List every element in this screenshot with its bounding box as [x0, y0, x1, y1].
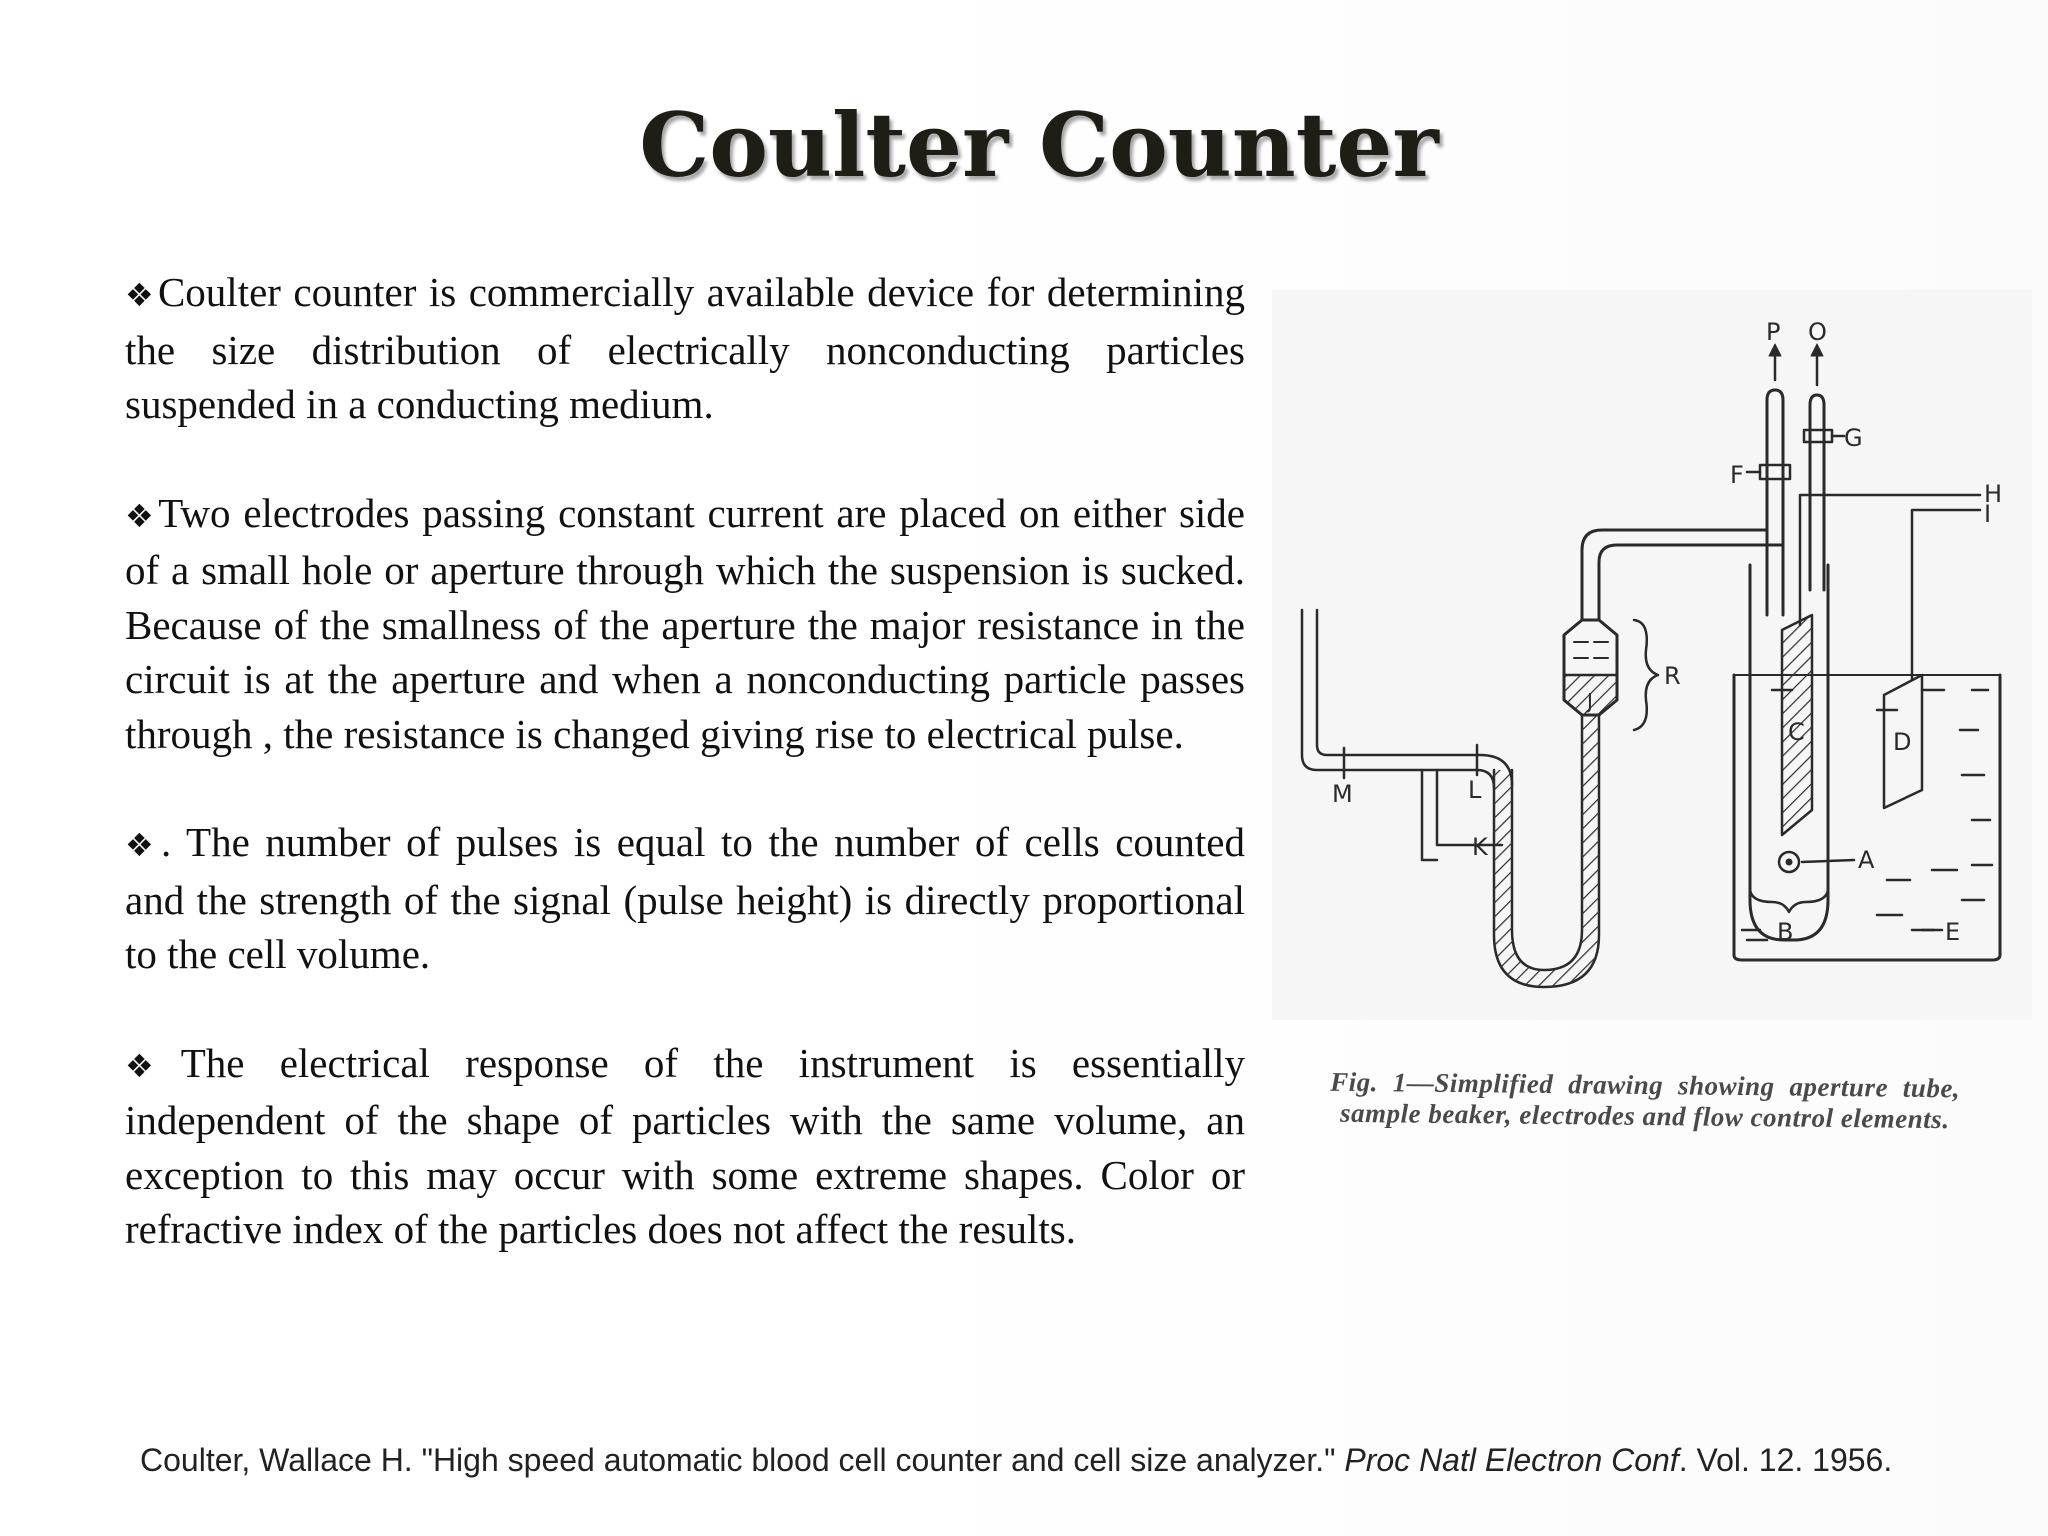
brace-r	[1634, 620, 1658, 730]
reservoir-dashes	[1574, 642, 1608, 658]
label-l: L	[1468, 776, 1482, 804]
tube-p	[1767, 390, 1783, 615]
tube-o	[1810, 395, 1824, 590]
label-f: F	[1730, 461, 1744, 489]
control-tube	[1302, 610, 1512, 788]
bullet-paragraph-4	[125, 1036, 1245, 1257]
valve-f	[1760, 465, 1790, 479]
diamond-bullet-icon: ❖	[125, 1046, 179, 1085]
figure-caption: Fig. 1—Simplified drawing showing aperture tube, sample beaker, electrodes and flow control elements.	[1330, 1066, 1961, 1135]
label-c: C	[1788, 718, 1805, 746]
bullet-paragraph-2	[125, 486, 1245, 762]
label-d: D	[1893, 728, 1912, 756]
label-o: O	[1808, 318, 1827, 346]
label-m: M	[1332, 780, 1353, 808]
bullet-text: Coulter counter is commercially available device for determining the size distribution of electrically nonconducting particles suspended in a conducting medium.	[125, 269, 1246, 427]
label-r: R	[1664, 662, 1681, 690]
label-i: I	[1984, 500, 1992, 528]
bullet-text: Two electrodes passing constant current are placed on either side of a small hole or aperture through which the suspension is sucked. Because of the smallness of the aperture the major resistance in the circuit is at the aperture and when a nonconducting particle passes through , the resistance is changed giving rise to electrical pulse.	[125, 489, 1246, 757]
label-h: H	[1984, 480, 2003, 508]
wire-to-d	[1912, 510, 1980, 680]
label-p: P	[1766, 318, 1781, 346]
label-k: K	[1472, 833, 1488, 861]
valve-g	[1804, 430, 1832, 442]
citation-authors-title: Coulter, Wallace H. "High speed automatic blood cell counter and cell size analyzer."	[140, 1442, 1345, 1478]
diamond-bullet-icon: ❖	[125, 826, 159, 864]
bullet-text: The electrical response of the instrument is essentially independent of the shape of particles with the same volume, an exception to this may occur with some extreme shapes. Color or refractive index of the particles does not affect the results.	[125, 1039, 1245, 1252]
coulter-apparatus-figure	[1272, 290, 2032, 1020]
bullet-paragraph-1	[125, 265, 1245, 432]
label-g: G	[1844, 424, 1863, 452]
bullet-paragraph-3	[125, 815, 1245, 982]
label-a: A	[1858, 846, 1875, 874]
citation-journal: Proc Natl Electron Conf	[1344, 1442, 1679, 1478]
connecting-tube	[1582, 530, 1783, 620]
slide-title: Coulter Counter	[639, 93, 1439, 197]
label-b: B	[1777, 918, 1794, 946]
label-e: E	[1945, 918, 1961, 946]
citation	[140, 1440, 1940, 1480]
diamond-bullet-icon: ❖	[125, 496, 157, 535]
bullet-list	[125, 265, 1245, 1311]
diamond-bullet-icon: ❖	[125, 276, 156, 314]
bullet-text: . The number of pulses is equal to the number of cells counted and the strength of the signal (pulse height) is directly proportional to the cell volume.	[125, 819, 1246, 977]
label-j: J	[1587, 689, 1593, 713]
branch-k	[1422, 770, 1502, 860]
brace-b	[1750, 890, 1828, 912]
apparatus-diagram	[1272, 290, 2032, 1020]
citation-volume-year: . Vol. 12. 1956.	[1678, 1442, 1893, 1478]
